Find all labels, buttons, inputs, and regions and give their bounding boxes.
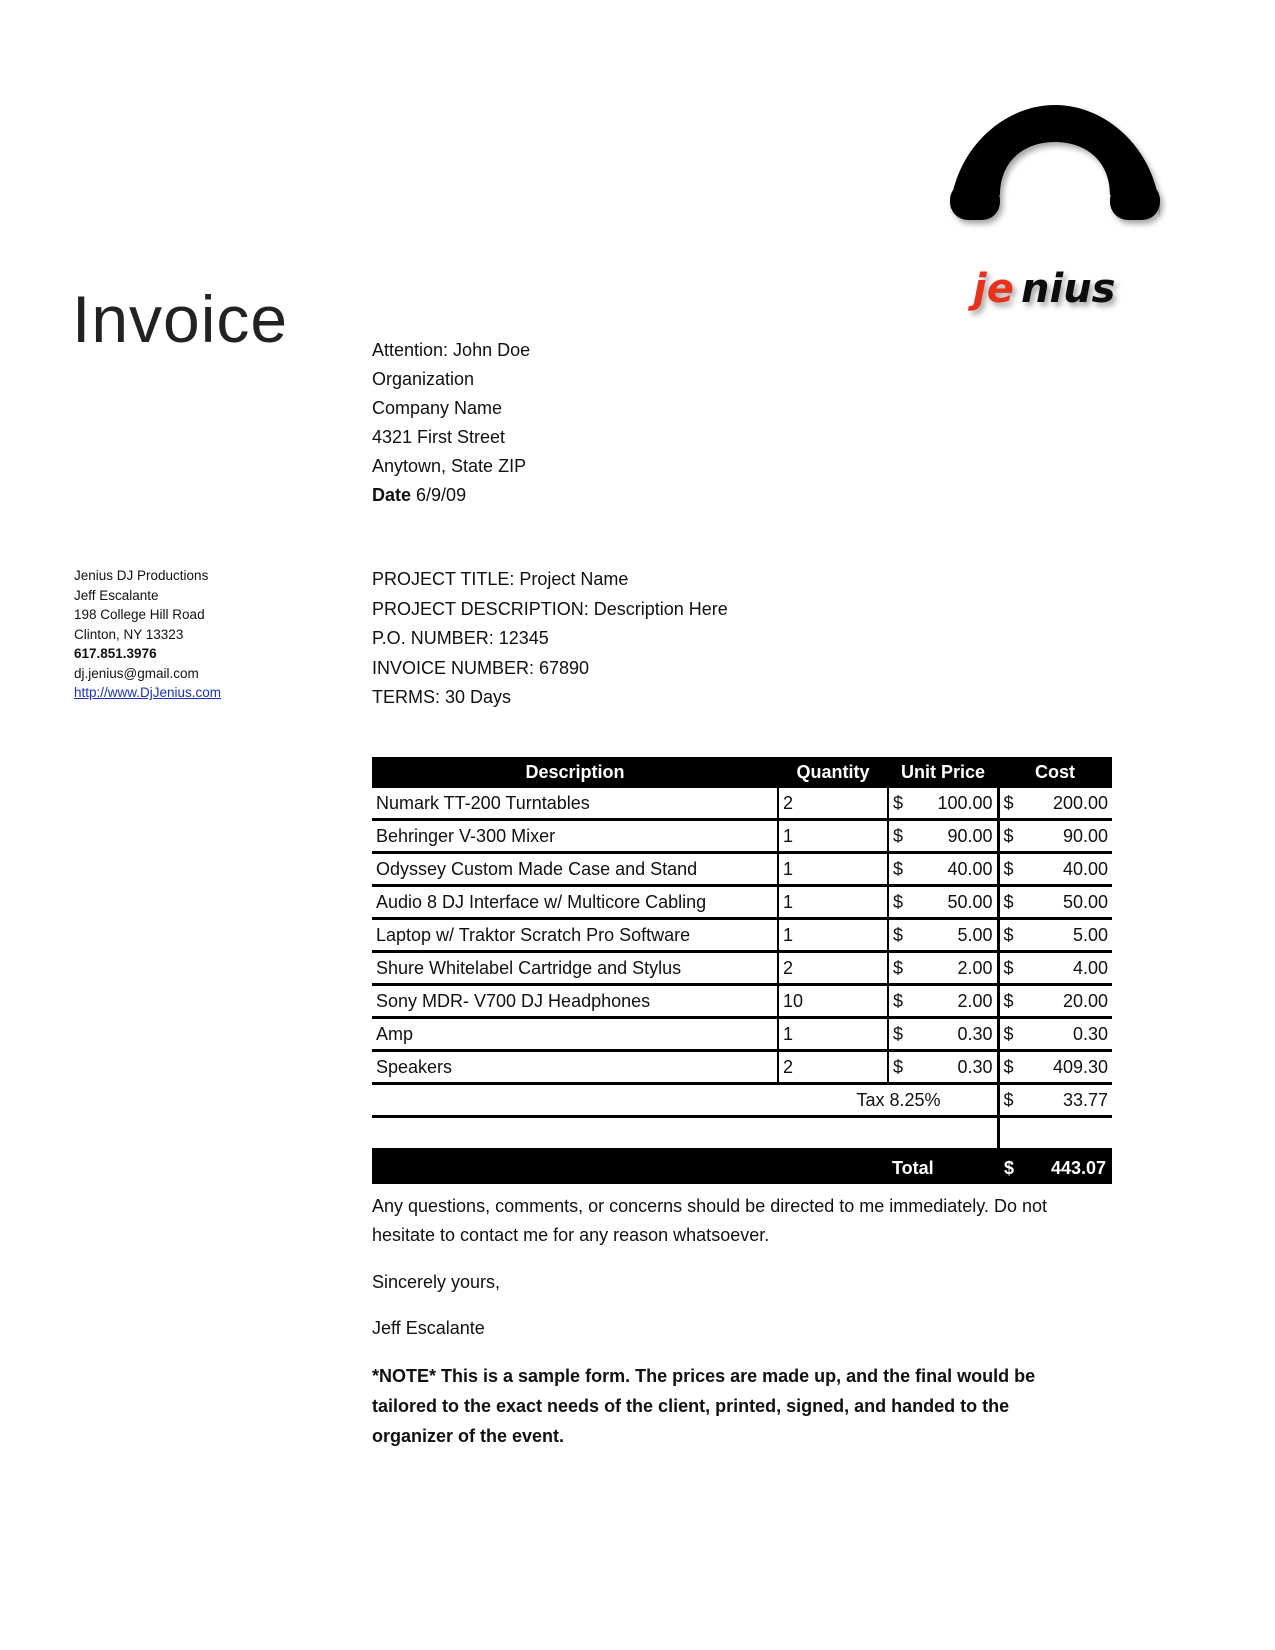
unit-price-value: 90.00 <box>947 825 993 846</box>
recipient-address <box>372 336 530 510</box>
item-quantity: 1 <box>778 1018 888 1051</box>
unit-price-value: 100.00 <box>937 792 993 813</box>
table-row <box>372 1018 1112 1051</box>
currency-symbol: $ <box>1003 858 1014 879</box>
currency-symbol: $ <box>1003 990 1014 1011</box>
currency-symbol: $ <box>893 924 904 945</box>
total-label: Total <box>892 1158 934 1178</box>
item-unit-price <box>888 1018 998 1051</box>
organization-line: Organization <box>372 369 475 389</box>
item-description: Sony MDR- V700 DJ Headphones <box>372 985 778 1018</box>
cost-value: 40.00 <box>1062 858 1108 879</box>
currency-symbol: $ <box>1003 1089 1014 1110</box>
table-row <box>372 919 1112 952</box>
item-unit-price <box>888 985 998 1018</box>
currency-symbol: $ <box>1003 1056 1014 1077</box>
headphones-icon <box>950 105 1160 220</box>
table-row <box>372 788 1112 820</box>
table-row <box>372 886 1112 919</box>
company-logo <box>940 100 1180 320</box>
table-row <box>372 820 1112 853</box>
item-unit-price <box>888 788 998 820</box>
currency-symbol: $ <box>1003 957 1014 978</box>
header-quantity: Quantity <box>778 757 888 788</box>
invoice-items-table <box>372 757 1112 1151</box>
item-cost <box>998 1018 1112 1051</box>
item-description: Odyssey Custom Made Case and Stand <box>372 853 778 886</box>
item-cost <box>998 886 1112 919</box>
tax-value-cell <box>998 1084 1112 1117</box>
item-unit-price <box>888 853 998 886</box>
project-title: PROJECT TITLE: Project Name <box>372 569 629 589</box>
currency-symbol: $ <box>893 990 904 1011</box>
currency-symbol: $ <box>1003 1023 1014 1044</box>
item-cost <box>998 853 1112 886</box>
item-quantity: 2 <box>778 952 888 985</box>
unit-price-value: 50.00 <box>947 891 993 912</box>
table-row <box>372 1051 1112 1084</box>
invoice-number: INVOICE NUMBER: 67890 <box>372 657 590 678</box>
po-number: P.O. NUMBER: 12345 <box>372 628 549 648</box>
currency-symbol: $ <box>893 858 904 879</box>
closing-message: Any questions, comments, or concerns should be directed to me immediately. Do not hesitate to contact me for any reason whatsoever. <box>372 1196 1047 1245</box>
attention-line: Attention: John Doe <box>372 340 531 360</box>
sender-website-link[interactable]: http://www.DjJenius.com <box>74 685 222 700</box>
item-quantity: 1 <box>778 853 888 886</box>
unit-price-value: 2.00 <box>957 990 993 1011</box>
sender-city: Clinton, NY 13323 <box>74 626 184 642</box>
currency-symbol: $ <box>1003 792 1014 813</box>
item-quantity: 2 <box>778 1051 888 1084</box>
currency-symbol: $ <box>893 1023 904 1044</box>
cost-value: 0.30 <box>1072 1023 1108 1044</box>
project-description: PROJECT DESCRIPTION: Description Here <box>372 598 728 619</box>
cost-value: 200.00 <box>1052 792 1108 813</box>
signature: Jeff Escalante <box>372 1318 485 1338</box>
date-label: Date <box>372 485 412 505</box>
city-line: Anytown, State ZIP <box>372 456 527 476</box>
unit-price-value: 2.00 <box>957 957 993 978</box>
header-unit-price: Unit Price <box>888 757 998 788</box>
tax-value: 33.77 <box>1062 1089 1108 1110</box>
currency-symbol: $ <box>893 1056 904 1077</box>
item-unit-price <box>888 886 998 919</box>
sender-name: Jeff Escalante <box>74 587 159 603</box>
tax-row <box>372 1084 1112 1117</box>
currency-symbol: $ <box>893 792 904 813</box>
table-row <box>372 853 1112 886</box>
project-details <box>372 565 728 713</box>
cost-value: 5.00 <box>1072 924 1108 945</box>
unit-price-value: 5.00 <box>957 924 993 945</box>
item-unit-price <box>888 919 998 952</box>
unit-price-value: 40.00 <box>947 858 993 879</box>
item-description: Amp <box>372 1018 778 1051</box>
item-description: Laptop w/ Traktor Scratch Pro Software <box>372 919 778 952</box>
item-cost <box>998 1051 1112 1084</box>
item-cost <box>998 919 1112 952</box>
table-row <box>372 985 1112 1018</box>
tax-label: Tax 8.25% <box>372 1084 998 1117</box>
header-description: Description <box>372 757 778 788</box>
item-description: Shure Whitelabel Cartridge and Stylus <box>372 952 778 985</box>
unit-price-value: 0.30 <box>957 1056 993 1077</box>
item-unit-price <box>888 952 998 985</box>
logo-wordmark-je: je <box>973 266 1014 312</box>
sender-street: 198 College Hill Road <box>74 607 205 622</box>
item-unit-price <box>888 1051 998 1084</box>
sample-note: *NOTE* This is a sample form. The prices are made up, and the final would be tailored to the exact needs of the client, printed, signed, and handed to the organizer of the event. <box>372 1366 1036 1446</box>
invoice-title: Invoice <box>72 282 289 356</box>
item-cost <box>998 952 1112 985</box>
item-quantity: 2 <box>778 788 888 820</box>
currency-symbol: $ <box>893 957 904 978</box>
currency-symbol: $ <box>1003 924 1014 945</box>
item-cost <box>998 820 1112 853</box>
cost-value: 20.00 <box>1062 990 1108 1011</box>
street-line: 4321 First Street <box>372 427 506 447</box>
currency-symbol: $ <box>1003 825 1014 846</box>
item-cost <box>998 985 1112 1018</box>
date-value: 6/9/09 <box>416 485 467 505</box>
closing-section <box>372 1192 1072 1451</box>
item-cost <box>998 788 1112 820</box>
sender-company: Jenius DJ Productions <box>74 568 209 583</box>
cost-value: 90.00 <box>1062 825 1108 846</box>
item-unit-price <box>888 820 998 853</box>
total-currency: $ <box>1004 1158 1015 1178</box>
item-description: Behringer V-300 Mixer <box>372 820 778 853</box>
date-line <box>372 481 530 510</box>
currency-symbol: $ <box>893 891 904 912</box>
table-row <box>372 952 1112 985</box>
sign-off: Sincerely yours, <box>372 1272 501 1292</box>
sender-phone: 617.851.3976 <box>74 646 157 661</box>
unit-price-value: 0.30 <box>957 1023 993 1044</box>
cost-value: 4.00 <box>1072 957 1108 978</box>
table-header-row <box>372 757 1112 788</box>
item-quantity: 10 <box>778 985 888 1018</box>
sender-email: dj.jenius@gmail.com <box>74 665 199 681</box>
item-description: Audio 8 DJ Interface w/ Multicore Cabling <box>372 886 778 919</box>
item-description: Speakers <box>372 1051 778 1084</box>
item-quantity: 1 <box>778 919 888 952</box>
item-quantity: 1 <box>778 886 888 919</box>
currency-symbol: $ <box>893 825 904 846</box>
total-value: 443.07 <box>1050 1158 1106 1178</box>
total-bar <box>372 1151 1112 1184</box>
cost-value: 50.00 <box>1062 891 1108 912</box>
logo-wordmark-nius: nius <box>1021 266 1116 312</box>
blank-row <box>372 1117 1112 1150</box>
cost-value: 409.30 <box>1052 1056 1108 1077</box>
header-cost: Cost <box>998 757 1112 788</box>
company-line: Company Name <box>372 398 503 418</box>
item-quantity: 1 <box>778 820 888 853</box>
currency-symbol: $ <box>1003 891 1014 912</box>
terms: TERMS: 30 Days <box>372 687 512 707</box>
item-description: Numark TT-200 Turntables <box>372 788 778 820</box>
sender-info <box>74 566 221 703</box>
